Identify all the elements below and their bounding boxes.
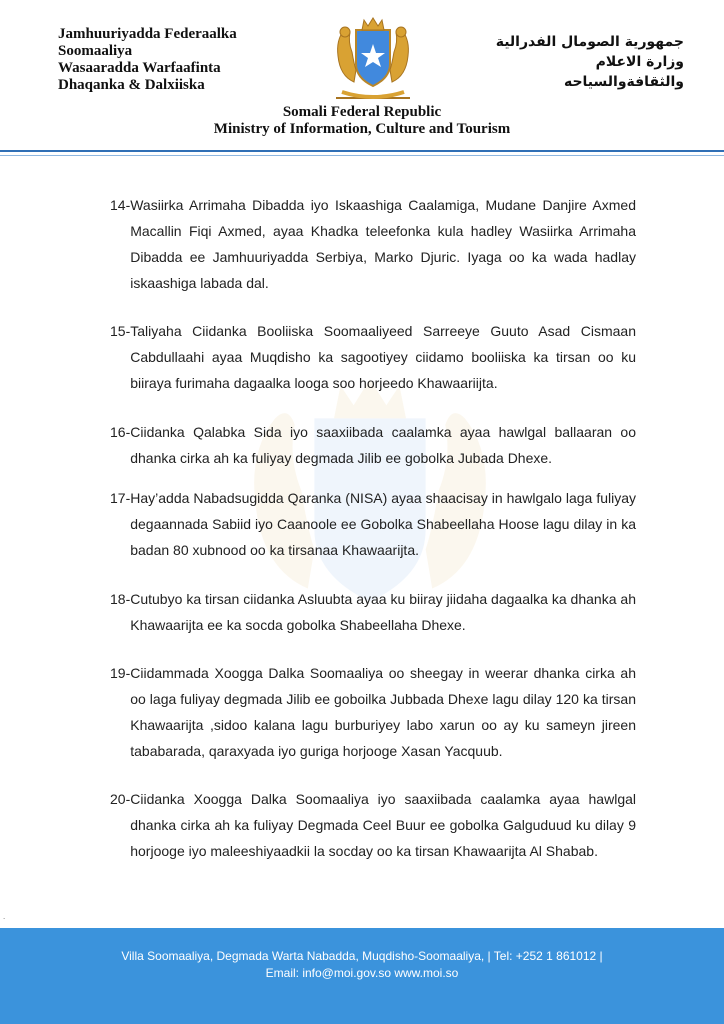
item-number: 18- [110, 591, 131, 607]
list-item [110, 192, 636, 296]
header-right [464, 32, 684, 92]
item-number: 14- [110, 197, 131, 213]
item-text: Wasiirka Arrimaha Dibadda iyo Iskaashiga Caalamiga, Mudane Danjire Axmed Macallin Fiqi Axmed, ayaa Khadka teleefonka kula hadley Wasiirka Arrimaha Dibadda ee Jamhuuriyadda Serbiya, Marko Djuric. Iyaga oo ka wada hadlay iskaashiga labada dal. [130, 197, 636, 291]
item-number: 17- [110, 490, 131, 506]
edge-mark: . [3, 912, 6, 921]
list-item [110, 318, 636, 396]
list-item [110, 485, 636, 563]
header-rule-thin [0, 155, 724, 156]
header-center [0, 104, 724, 138]
list-item [110, 786, 636, 864]
header-left-line: Soomaaliya [58, 43, 133, 59]
coat-of-arms-emblem [318, 12, 428, 104]
item-number: 15- [110, 323, 131, 339]
header-center-line: Somali Federal Republic [282, 104, 442, 120]
header-rule [0, 150, 724, 152]
list-item [110, 419, 636, 471]
header-center-line: Ministry of Information, Culture and Tourism [213, 121, 511, 137]
item-number: 19- [110, 665, 131, 681]
item-text: Taliyaha Ciidanka Booliiska Soomaaliyeed Sarreeye Guuto Asad Cismaan Cabdullaahi ayaa Muqdisho ka sagootiyey ciidamo booliiska ka tirsan oo ku biiraya furimaha dagaalka looga soo horjeedo Khawaariijta. [130, 323, 636, 391]
item-text: Cutubyo ka tirsan ciidanka Asluubta ayaa ku biiray jiidaha dagaalka ka dhanka ah Khawaarijta ee ka socda gobolka Shabeellaha Dhexe. [130, 591, 636, 633]
item-text: Hay’adda Nabadsugidda Qaranka (NISA) ayaa shaacisay in hawlgalo laga fuliyay degaannada Sabiid iyo Caanoole ee Gobolka Shabeellaha Hoose lagu dilay in ka badan 80 xubnood oo ka tirsanaa Khawaarijta. [130, 490, 636, 558]
header-left-line: Dhaqanka & Dalxiiska [58, 77, 205, 93]
item-number: 20- [110, 791, 131, 807]
item-text: Ciidanka Xoogga Dalka Soomaaliya iyo saaxiibada caalamka ayaa hawlgal dhanka cirka ah ka fuliyay Degmada Ceel Buur ee gobolka Galguduud ku dilay 9 horjooge iyo maleeshiyaadkii la socday oo ka tirsan Khawaarijta Al Shabab. [130, 791, 636, 859]
header-left [58, 26, 298, 94]
footer [0, 928, 724, 1024]
item-number: 16- [110, 424, 131, 440]
header-left-line: Jamhuuriyadda Federaalka [58, 26, 237, 42]
header-right-line: والثقافةوالسياحه [563, 74, 684, 90]
header-right-line: وزارة الاعلام [595, 54, 684, 70]
item-text: Ciidanka Qalabka Sida iyo saaxiibada caalamka ayaa hawlgal ballaaran oo dhanka cirka ah ka fuliyay degmada Jilib ee gobolka Jubada Dhexe. [130, 424, 636, 466]
footer-contact: Email: info@moi.gov.so www.moi.so [265, 966, 459, 980]
list-item [110, 586, 636, 638]
header-left-line: Wasaaradda Warfaafinta [58, 60, 221, 76]
footer-address: Villa Soomaaliya, Degmada Warta Nabadda, Muqdisho-Soomaaliya, | Tel: +252 1 861012 | [121, 949, 603, 963]
header-right-line: جمهورية الصومال الفدرالية [495, 34, 684, 50]
list-item [110, 660, 636, 764]
item-text: Ciidammada Xoogga Dalka Soomaaliya oo sheegay in weerar dhanka cirka ah oo laga fuliyay degmada Jilib ee goboilka Jubbada Dhexe lagu dilay 120 ka tirsan Khawaarijta ,sidoo kalana lagu burburiyey labo xarun oo ay ku sameyn jireen tababarada, qaraxyada iyo guriga horjooge Xasan Yacquub. [130, 665, 636, 759]
